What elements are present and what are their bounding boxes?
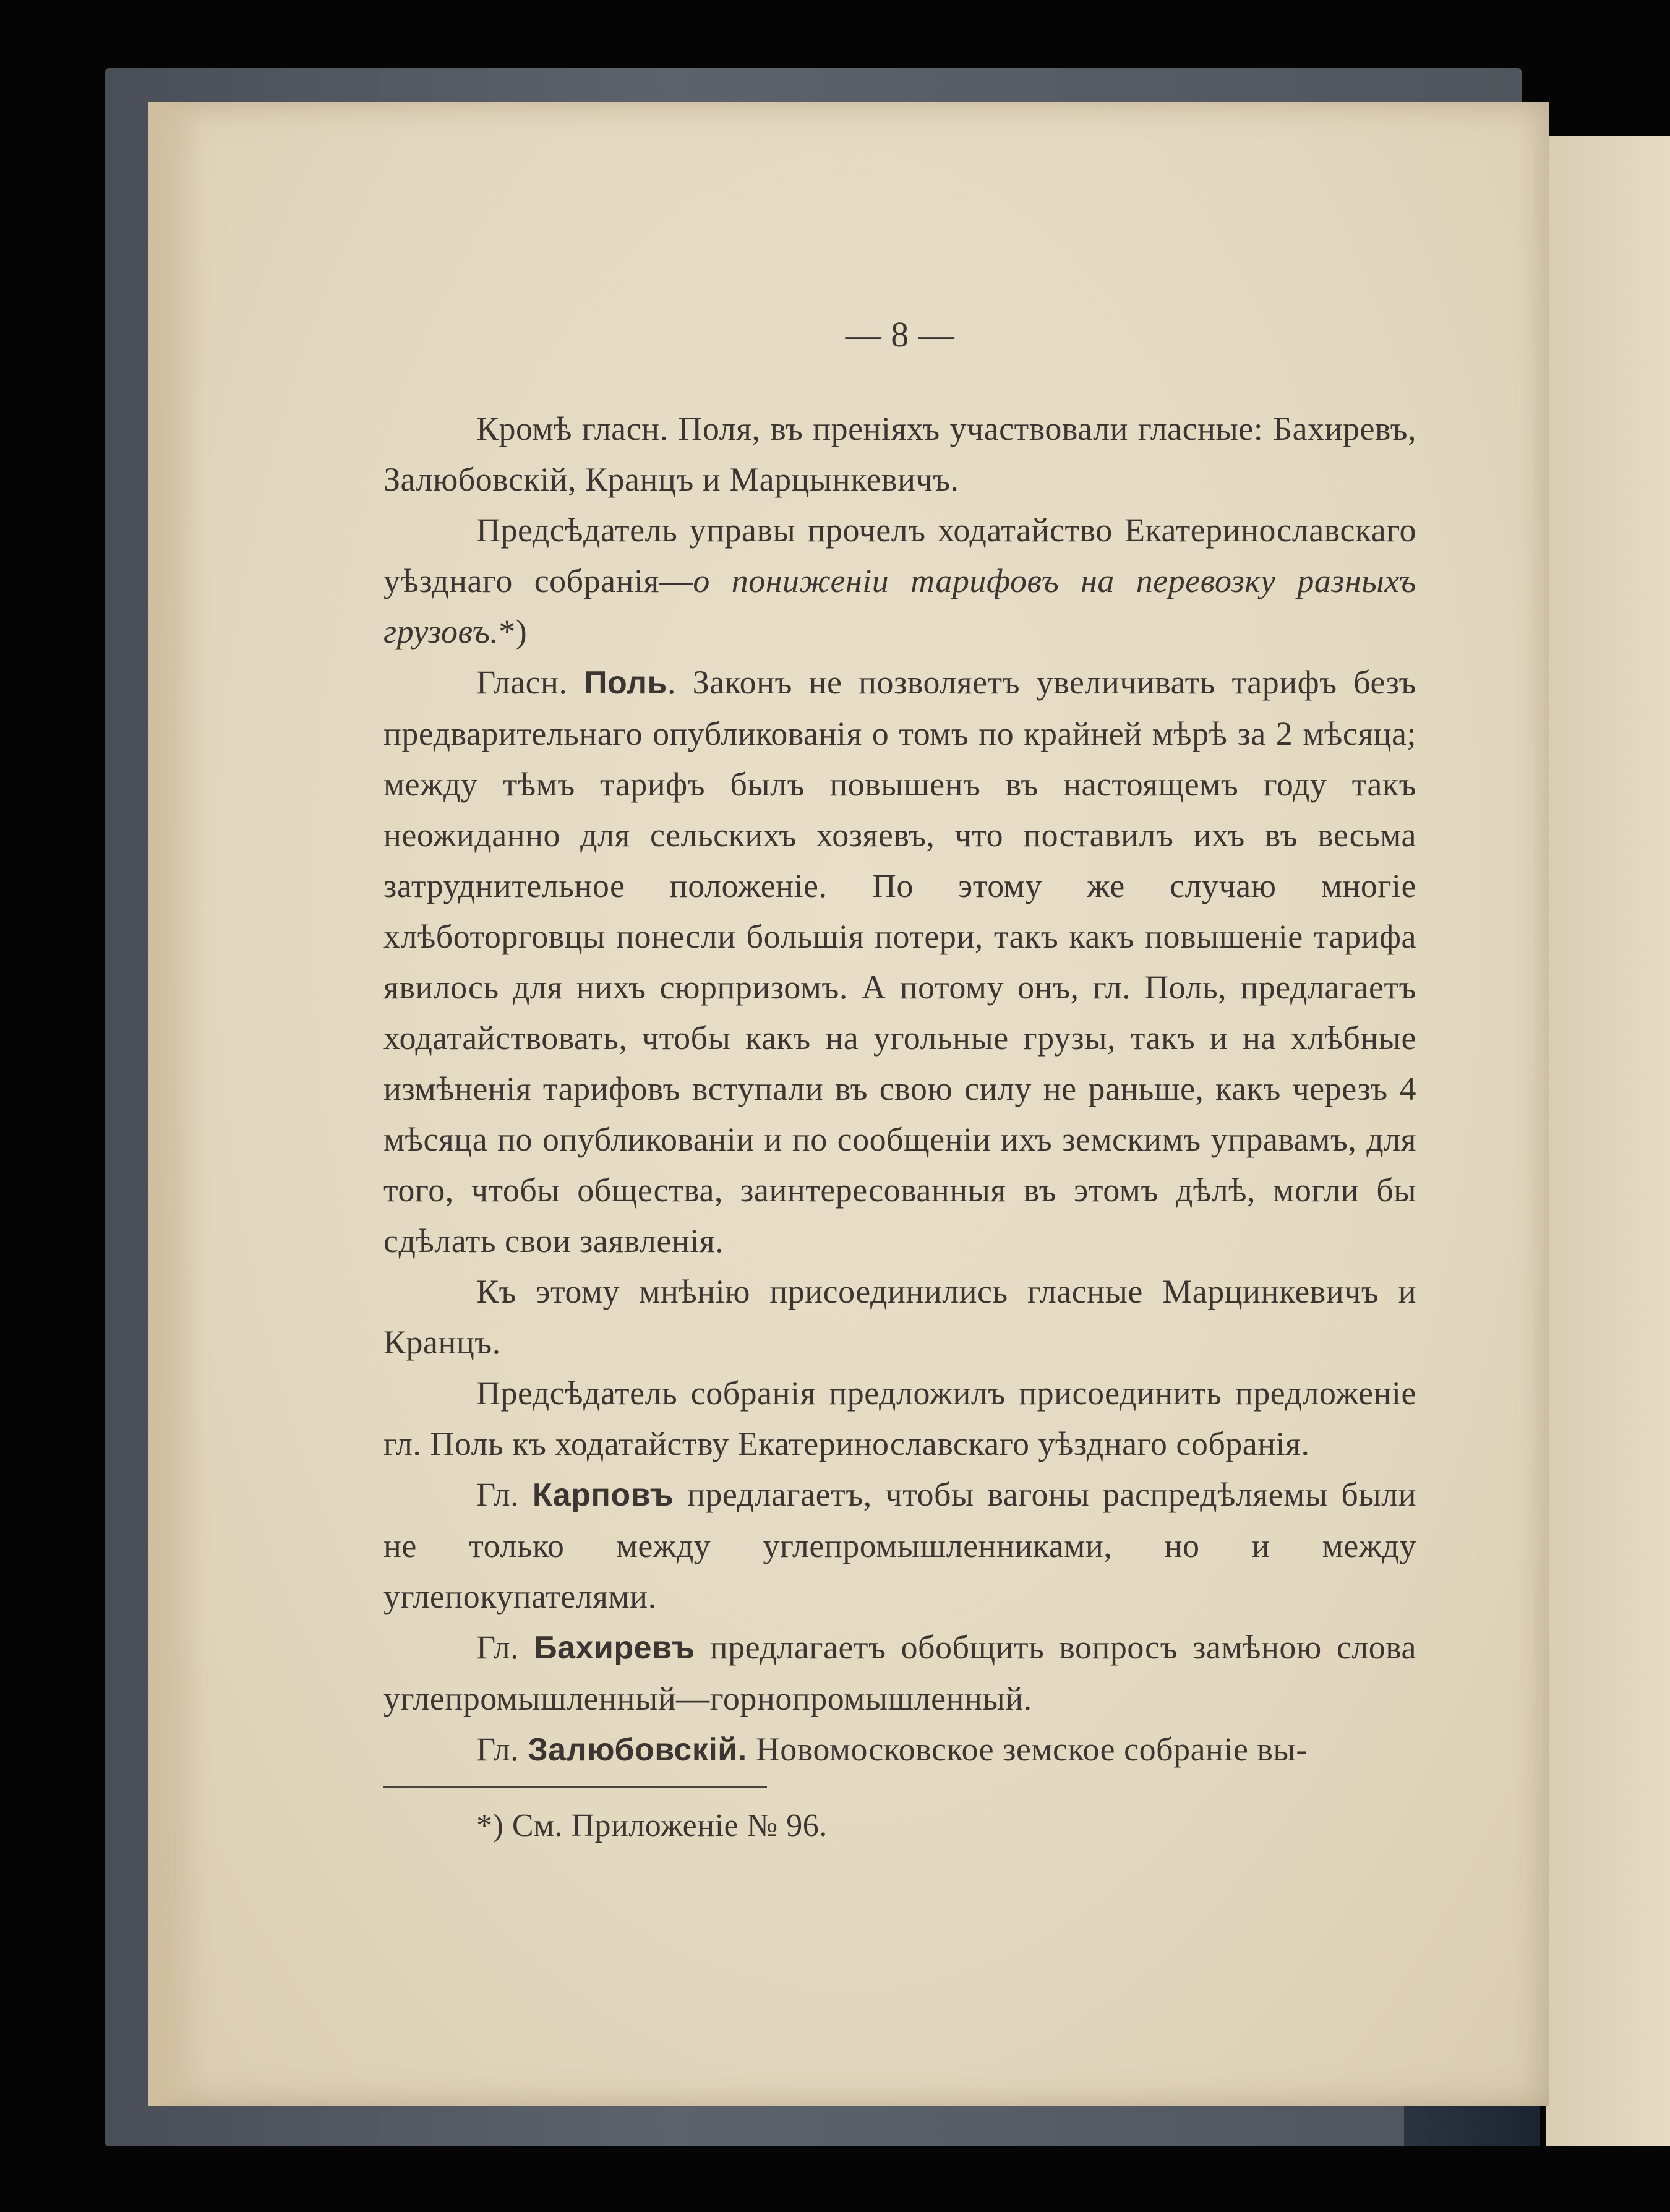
paragraph-8: [383, 1724, 1416, 1775]
paragraph-3-prefix: Гласн.: [476, 664, 584, 701]
paragraph-3: [383, 657, 1416, 1266]
footnote-divider: [383, 1786, 767, 1788]
paragraph-8-text: Новомосковское земское собраніе вы-: [747, 1731, 1308, 1768]
page-gutter-shade: [148, 102, 204, 2106]
paragraph-2-italic: о пониженіи тарифовъ на перевозку разныхъ грузовъ.: [383, 562, 1416, 650]
paragraph-2: [383, 505, 1416, 657]
paragraph-1: Кромѣ гласн. Поля, въ преніяхъ участвовали гласные: Бахиревъ, Залюбовскій, Кранцъ и Марцынкевичъ.: [383, 410, 1416, 498]
paragraph-2-text: Предсѣдатель управы прочелъ ходатайство Екатеринославскаго уѣзднаго собранія—: [383, 512, 1416, 599]
paragraph-2-footnote-mark: *): [499, 613, 528, 650]
paragraph-6-prefix: Гл.: [476, 1476, 533, 1513]
speaker-name-karpov: Карповъ: [532, 1477, 674, 1513]
page-number: — 8 —: [845, 314, 955, 354]
footnote: *) См. Приложеніе № 96.: [476, 1808, 828, 1843]
paragraph-3-text: . Законъ не позволяетъ увеличивать тарифъ безъ предварительнаго опубликованія о томъ по крайней мѣрѣ за 2 мѣсяца; между тѣмъ тарифъ былъ повышенъ въ настоящемъ году такъ неожиданно для сельскихъ хозяевъ, что поставилъ ихъ въ весьма затруднительное положеніе. По этому же случаю многіе хлѣботорговцы понесли большія потери, такъ какъ повышеніе тарифа явилось для нихъ сюрпризомъ. А потому онъ, гл. Поль, предлагаетъ ходатайствовать, чтобы какъ на угольные грузы, такъ и на хлѣбные измѣненія тарифовъ вступали въ свою силу не раньше, какъ черезъ 4 мѣсяца по опубликованіи и по сообщеніи ихъ земскимъ управамъ, для того, чтобы общества, заинтересованныя въ этомъ дѣлѣ, могли бы сдѣлать свои заявленія.: [383, 664, 1416, 1259]
speaker-name-pol: Поль: [584, 665, 667, 701]
paragraph-4: Къ этому мнѣнію присоединились гласные Марцинкевичъ и Кранцъ.: [383, 1273, 1416, 1361]
paragraph-8-prefix: Гл.: [476, 1731, 528, 1768]
paragraph-6-text: предлагаетъ, чтобы вагоны распредѣляемы были не только между углепромышленниками, но и между углепокупателями.: [383, 1476, 1416, 1615]
paragraph-7: [383, 1622, 1416, 1724]
speaker-name-bakhirev: Бахиревъ: [534, 1630, 695, 1666]
paragraph-7-text: предлагаетъ обобщить вопросъ замѣною слова углепромышленный—горнопромышленный.: [383, 1629, 1416, 1717]
page-text-block: [383, 309, 1416, 1851]
speaker-name-zalyubovsky: Залюбовскій.: [528, 1732, 747, 1768]
paragraph-6: [383, 1469, 1416, 1622]
paragraph-5: Предсѣдатель собранія предложилъ присоединить предложеніе гл. Поль къ ходатайству Екатеринославскаго уѣзднаго собранія.: [383, 1374, 1416, 1462]
adjacent-page-edge: [1546, 136, 1670, 2146]
paragraph-7-prefix: Гл.: [476, 1629, 534, 1666]
